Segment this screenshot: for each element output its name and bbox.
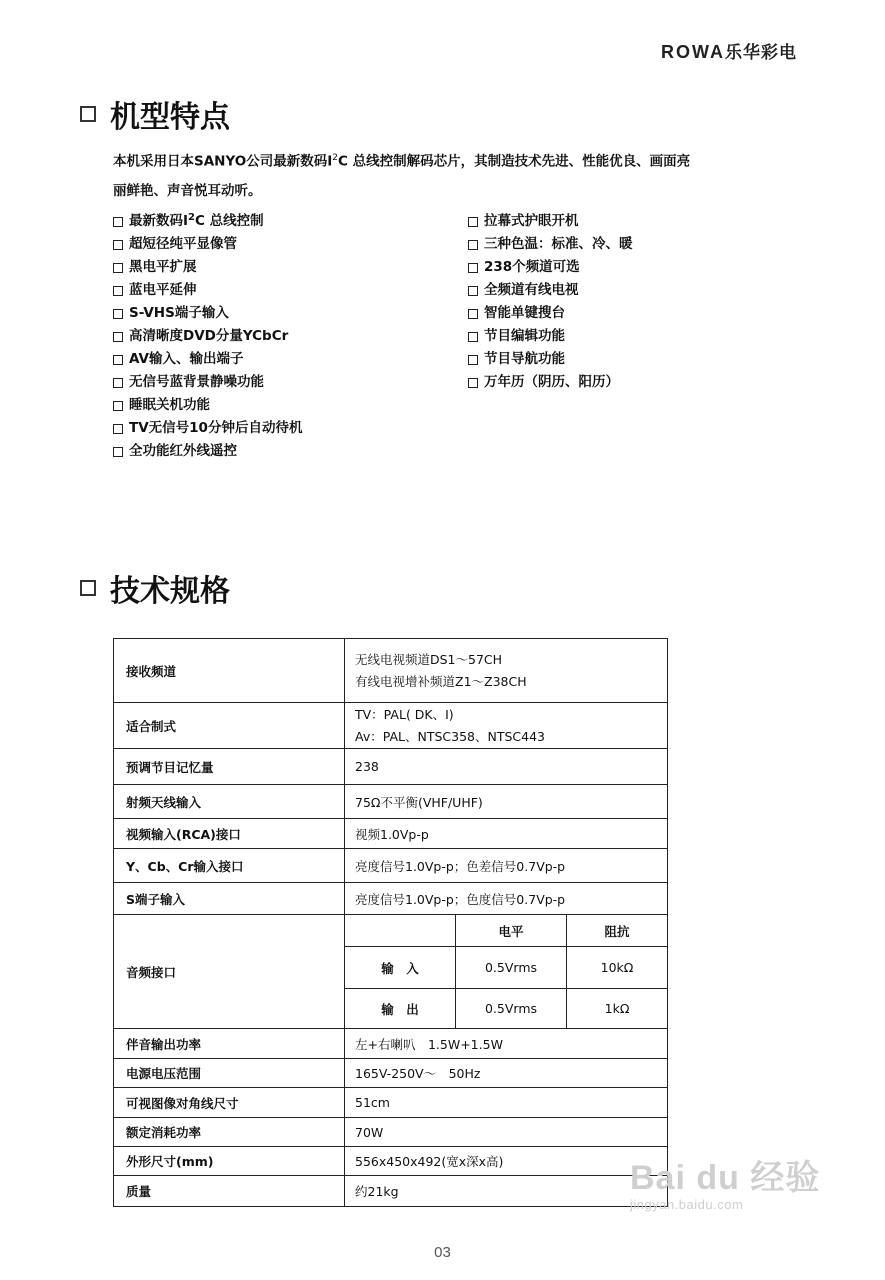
spec-label: 可视图像对角线尺寸 (114, 1088, 345, 1118)
checkbox-icon (113, 263, 123, 273)
table-row (114, 915, 668, 947)
checkbox-icon (468, 332, 478, 342)
spec-label: 接收频道 (114, 639, 345, 703)
checkbox-icon (468, 355, 478, 365)
intro-paragraph (113, 144, 813, 206)
feature-item (468, 325, 633, 348)
feature-text: 238个频道可选 (484, 259, 580, 275)
spec-label: 电源电压范围 (114, 1059, 345, 1088)
section-features-title: 机型特点 (110, 100, 230, 135)
table-row (114, 1059, 668, 1088)
spec-label: 音频接口 (114, 915, 345, 1029)
feature-item (113, 348, 302, 371)
brand-logo (661, 38, 797, 63)
page-number: 03 (434, 1244, 451, 1261)
section-specs-title: 技术规格 (110, 574, 230, 609)
table-row (114, 749, 668, 785)
spec-value-line: 有线电视增补频道Z1～Z38CH (355, 673, 527, 689)
feature-text: 节目导航功能 (484, 351, 565, 367)
feature-item (113, 210, 302, 233)
feature-item (468, 210, 633, 233)
spec-value (345, 703, 668, 749)
spec-value: 左+右喇叭 1.5W+1.5W (345, 1029, 668, 1059)
feature-text: TV无信号10分钟后自动待机 (129, 420, 303, 436)
checkbox-icon (113, 378, 123, 388)
feature-text: AV输入、输出端子 (129, 351, 244, 367)
section-specs-heading (80, 566, 230, 610)
feature-text: 高清晰度DVD分量YCbCr (129, 328, 289, 344)
feature-superscript: 2 (188, 212, 195, 223)
checkbox-icon (80, 580, 96, 596)
feature-item (113, 325, 302, 348)
audio-input-level: 0.5Vrms (456, 947, 567, 989)
feature-text: 最新数码I (129, 213, 189, 229)
checkbox-icon (113, 240, 123, 250)
table-row (114, 703, 668, 749)
feature-text: 全频道有线电视 (484, 282, 579, 298)
audio-output-label: 输 出 (345, 989, 456, 1029)
intro-superscript: 2 (332, 153, 338, 163)
feature-item (468, 371, 633, 394)
feature-text: 节目编辑功能 (484, 328, 565, 344)
feature-item (468, 279, 633, 302)
checkbox-icon (113, 217, 123, 227)
spec-label: S端子输入 (114, 883, 345, 915)
features-list-left (113, 210, 302, 463)
checkbox-icon (113, 309, 123, 319)
audio-input-label: 输 入 (345, 947, 456, 989)
spec-value: 70W (345, 1118, 668, 1147)
feature-item (113, 279, 302, 302)
intro-text-a: 本机采用日本SANYO公司最新数码I (113, 153, 333, 170)
feature-item (113, 417, 302, 440)
feature-text: 万年历（阴历、阳历） (484, 374, 619, 390)
spec-value: 238 (345, 749, 668, 785)
table-row (114, 1029, 668, 1059)
feature-item (113, 302, 302, 325)
checkbox-icon (113, 286, 123, 296)
spec-value: 556x450x492(宽x深x高) (345, 1147, 668, 1176)
table-row (114, 1088, 668, 1118)
checkbox-icon (468, 240, 478, 250)
spec-value-line: Av：PAL、NTSC358、NTSC443 (355, 728, 545, 744)
feature-text-suffix: C 总线控制 (195, 213, 264, 229)
feature-item (468, 233, 633, 256)
table-row (114, 785, 668, 819)
spec-label: 额定消耗功率 (114, 1118, 345, 1147)
audio-output-level: 0.5Vrms (456, 989, 567, 1029)
brand-latin: ROWA (661, 42, 725, 62)
feature-text: 蓝电平延伸 (129, 282, 197, 298)
feature-text: 无信号蓝背景静噪功能 (129, 374, 264, 390)
feature-item (113, 394, 302, 417)
spec-value-line: 无线电视频道DS1～57CH (355, 651, 503, 667)
audio-header-empty (345, 915, 456, 947)
table-row (114, 819, 668, 849)
spec-value: 亮度信号1.0Vp-p；色差信号0.7Vp-p (345, 849, 668, 883)
feature-text: S-VHS端子输入 (129, 305, 229, 321)
spec-value: 亮度信号1.0Vp-p；色度信号0.7Vp-p (345, 883, 668, 915)
checkbox-icon (468, 217, 478, 227)
checkbox-icon (113, 401, 123, 411)
feature-item (113, 371, 302, 394)
feature-text: 超短径纯平显像管 (129, 236, 237, 252)
audio-output-impedance: 1kΩ (567, 989, 668, 1029)
spec-label: 适合制式 (114, 703, 345, 749)
spec-table (113, 638, 668, 1207)
feature-item (468, 302, 633, 325)
spec-value (345, 639, 668, 703)
spec-value: 75Ω不平衡(VHF/UHF) (345, 785, 668, 819)
watermark-logo-text: Bai du 经验 (630, 1159, 821, 1197)
table-row (114, 1176, 668, 1207)
spec-label: Y、Cb、Cr输入接口 (114, 849, 345, 883)
brand-cn: 乐华彩电 (725, 43, 797, 63)
table-row (114, 1147, 668, 1176)
feature-text: 睡眠关机功能 (129, 397, 210, 413)
baidu-jingyan-watermark (630, 1150, 830, 1212)
checkbox-icon (468, 309, 478, 319)
section-features-heading (80, 92, 230, 136)
feature-item (113, 256, 302, 279)
feature-item (113, 233, 302, 256)
feature-text: 智能单键搜台 (484, 305, 565, 321)
audio-col-impedance: 阻抗 (567, 915, 668, 947)
intro-text-c: 丽鲜艳、声音悦耳动听。 (113, 182, 262, 199)
spec-value: 视频1.0Vp-p (345, 819, 668, 849)
intro-text-b: C 总线控制解码芯片，其制造技术先进、性能优良、画面亮 (338, 153, 691, 170)
spec-label: 外形尺寸(mm) (114, 1147, 345, 1176)
spec-label: 质量 (114, 1176, 345, 1207)
checkbox-icon (113, 355, 123, 365)
checkbox-icon (80, 106, 96, 122)
feature-text: 三种色温：标准、冷、暖 (484, 236, 633, 252)
feature-item (468, 348, 633, 371)
checkbox-icon (113, 424, 123, 434)
features-list-right (468, 210, 633, 394)
feature-item (113, 440, 302, 463)
watermark-url: jingyan.baidu.com (630, 1197, 744, 1212)
spec-label: 预调节目记忆量 (114, 749, 345, 785)
spec-label: 射频天线输入 (114, 785, 345, 819)
spec-value: 约21kg (345, 1176, 668, 1207)
spec-value: 165V-250V～ 50Hz (345, 1059, 668, 1088)
feature-text: 拉幕式护眼开机 (484, 213, 579, 229)
spec-value: 51cm (345, 1088, 668, 1118)
audio-col-level: 电平 (456, 915, 567, 947)
feature-text: 全功能红外线遥控 (129, 443, 237, 459)
spec-label: 伴音输出功率 (114, 1029, 345, 1059)
checkbox-icon (468, 378, 478, 388)
checkbox-icon (113, 447, 123, 457)
spec-label: 视频输入(RCA)接口 (114, 819, 345, 849)
feature-item (468, 256, 633, 279)
checkbox-icon (468, 263, 478, 273)
table-row (114, 1118, 668, 1147)
audio-input-impedance: 10kΩ (567, 947, 668, 989)
feature-text: 黑电平扩展 (129, 259, 197, 275)
checkbox-icon (468, 286, 478, 296)
table-row (114, 883, 668, 915)
table-row (114, 849, 668, 883)
table-row (114, 639, 668, 703)
spec-value-line: TV：PAL( DK、I) (355, 706, 454, 722)
checkbox-icon (113, 332, 123, 342)
